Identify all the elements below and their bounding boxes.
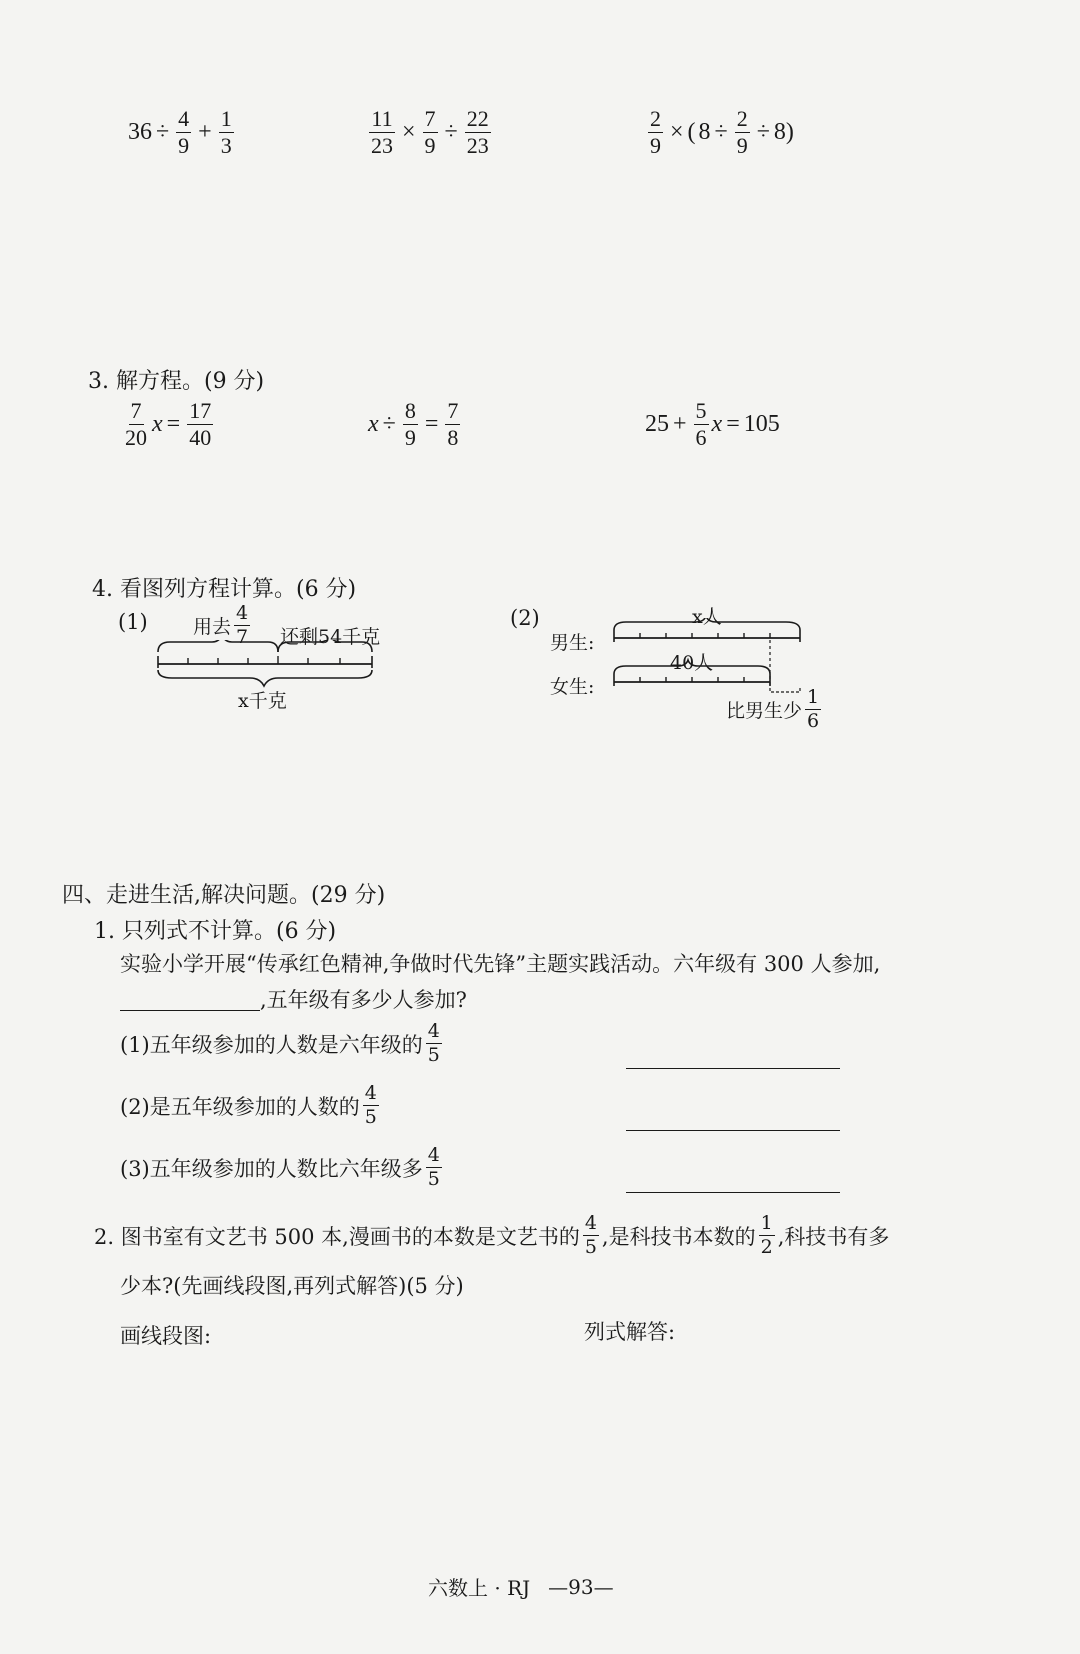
- option-1-text: (1)五年级参加的人数是六年级的: [120, 1032, 423, 1057]
- draw-diagram-label: 画线段图:: [120, 1324, 212, 1348]
- diagram-1-number: (1): [118, 610, 148, 634]
- numerator: 4: [427, 1144, 440, 1166]
- numerator: 4: [427, 1020, 440, 1042]
- problem-2-part-2: ,是科技书本数的: [601, 1224, 756, 1249]
- variable: x: [368, 411, 379, 437]
- problem-1-question: ,五年级有多少人参加?: [260, 988, 467, 1012]
- numerator: 4: [584, 1212, 597, 1234]
- denominator: 9: [736, 133, 748, 158]
- numerator: 1: [807, 686, 820, 708]
- brace-girls: [614, 660, 770, 674]
- variable: x: [711, 411, 723, 437]
- problem-2-line-2: 少本?(先画线段图,再列式解答)(5 分): [120, 1274, 464, 1298]
- brace-left: [278, 640, 372, 652]
- fraction: [219, 108, 234, 157]
- denominator: 23: [466, 133, 489, 158]
- problem-1-text: 实验小学开展“传承红色精神,争做时代先锋”主题实践活动。六年级有 300 人参加,: [120, 952, 881, 976]
- option-2-answer-line[interactable]: [626, 1130, 840, 1131]
- fraction: [426, 1146, 442, 1189]
- brace-used: [158, 640, 278, 652]
- equation-3: [645, 400, 780, 449]
- question-3-title: 3. 解方程。(9 分): [88, 369, 265, 394]
- diagram-1-total-label: x千克: [238, 690, 287, 712]
- less-text: 比男生少: [726, 700, 803, 722]
- denominator: 5: [427, 1044, 440, 1066]
- number: 25: [645, 411, 669, 437]
- operator: +: [198, 119, 212, 145]
- diagram-2-girls-label: 女生:: [550, 676, 595, 698]
- number: 8: [773, 119, 786, 145]
- numerator: 5: [695, 398, 707, 423]
- fraction: [648, 108, 663, 157]
- diagram-2-number: (2): [510, 606, 540, 630]
- numerator: 4: [236, 602, 249, 624]
- variable: x: [152, 411, 163, 437]
- operator: =: [726, 411, 740, 437]
- numerator: 11: [371, 106, 393, 131]
- brace-boys: [614, 618, 800, 630]
- footer: [428, 1572, 614, 1601]
- operator: ÷: [756, 119, 770, 145]
- used-text: 用去: [193, 616, 232, 638]
- fraction: [426, 1022, 442, 1065]
- fraction: [805, 688, 821, 731]
- paren: (: [687, 119, 696, 145]
- diagram-2-boys-total: x人: [692, 606, 722, 628]
- fraction: [123, 400, 149, 449]
- operator: ÷: [156, 119, 170, 145]
- option-3-answer-line[interactable]: [626, 1192, 840, 1193]
- fraction: [403, 400, 418, 449]
- number: 8: [698, 119, 711, 145]
- fraction: [759, 1214, 775, 1257]
- problem-1-text-2: [120, 984, 467, 1014]
- denominator: 40: [189, 425, 212, 450]
- denominator: 5: [584, 1236, 597, 1258]
- option-2-text: (2)是五年级参加的人数的: [120, 1094, 360, 1119]
- operator: ÷: [382, 411, 396, 437]
- fraction: [445, 400, 460, 449]
- option-3: [120, 1146, 445, 1189]
- diagram-1-segment: [150, 640, 380, 690]
- operator: ÷: [444, 119, 458, 145]
- page-number: —93—: [548, 1574, 614, 1599]
- brace-total: [158, 670, 372, 686]
- operator: ×: [402, 119, 416, 145]
- number: 105: [743, 411, 780, 437]
- diagram-1-left-label: 还剩54千克: [280, 626, 381, 648]
- diagram-2-boys-label: 男生:: [550, 632, 595, 654]
- option-1: [120, 1022, 445, 1065]
- denominator: 23: [371, 133, 393, 158]
- paren: ): [785, 119, 794, 145]
- fraction: [583, 1214, 599, 1257]
- problem-2-part-3: ,科技书有多: [777, 1224, 890, 1249]
- diagram-2-girls-total: 40人: [670, 652, 714, 674]
- numerator: 1: [220, 106, 232, 131]
- problem-2-text: [94, 1214, 889, 1257]
- operator: ×: [670, 119, 684, 145]
- fraction: [423, 108, 438, 157]
- denominator: 5: [427, 1168, 440, 1190]
- numerator: 4: [178, 106, 190, 131]
- denominator: 9: [424, 133, 436, 158]
- denominator: 2: [760, 1236, 773, 1258]
- numerator: 7: [130, 398, 142, 423]
- solve-label: 列式解答:: [584, 1320, 676, 1344]
- denominator: 8: [447, 425, 459, 450]
- fraction: [369, 108, 395, 157]
- denominator: 6: [695, 425, 707, 450]
- footer-label: 六数上 · RJ: [428, 1576, 531, 1600]
- option-3-text: (3)五年级参加的人数比六年级多: [120, 1156, 423, 1181]
- number: 36: [128, 119, 152, 145]
- numerator: 22: [466, 106, 489, 131]
- fraction: [176, 108, 191, 157]
- calc-expression-3: [645, 108, 794, 157]
- denominator: 20: [125, 425, 147, 450]
- calc-expression-1: [128, 108, 237, 157]
- option-2: [120, 1084, 382, 1127]
- fraction: [465, 108, 491, 157]
- option-1-answer-line[interactable]: [626, 1068, 840, 1069]
- diagram-2-less-label: [726, 688, 824, 731]
- denominator: 7: [236, 626, 249, 648]
- equation-2: [368, 400, 463, 449]
- operator: =: [424, 411, 439, 437]
- operator: ÷: [714, 119, 728, 145]
- question-4-title: 4. 看图列方程计算。(6 分): [92, 577, 357, 602]
- numerator: 1: [760, 1212, 773, 1234]
- operator: =: [166, 411, 181, 437]
- operator: +: [673, 411, 687, 437]
- numerator: 7: [447, 398, 459, 423]
- numerator: 4: [364, 1082, 377, 1104]
- fraction: [363, 1084, 379, 1127]
- fraction: [694, 400, 709, 449]
- denominator: 5: [364, 1106, 377, 1128]
- answer-blank[interactable]: [120, 988, 260, 1011]
- numerator: 2: [736, 106, 748, 131]
- problem-2-part-1: 2. 图书室有文艺书 500 本,漫画书的本数是文艺书的: [94, 1224, 580, 1249]
- denominator: 9: [404, 425, 416, 450]
- fraction: [187, 400, 213, 449]
- denominator: 6: [807, 710, 820, 732]
- numerator: 7: [424, 106, 436, 131]
- equation-1: [120, 400, 216, 449]
- problem-1-title: 1. 只列式不计算。(6 分): [94, 919, 337, 944]
- denominator: 9: [178, 133, 190, 158]
- numerator: 8: [404, 398, 416, 423]
- numerator: 17: [189, 398, 212, 423]
- denominator: 9: [650, 133, 661, 158]
- denominator: 3: [220, 133, 232, 158]
- fraction: [735, 108, 750, 157]
- numerator: 2: [650, 106, 661, 131]
- section-4-title: 四、走进生活,解决问题。(29 分): [62, 883, 386, 908]
- calc-expression-2: [366, 108, 494, 157]
